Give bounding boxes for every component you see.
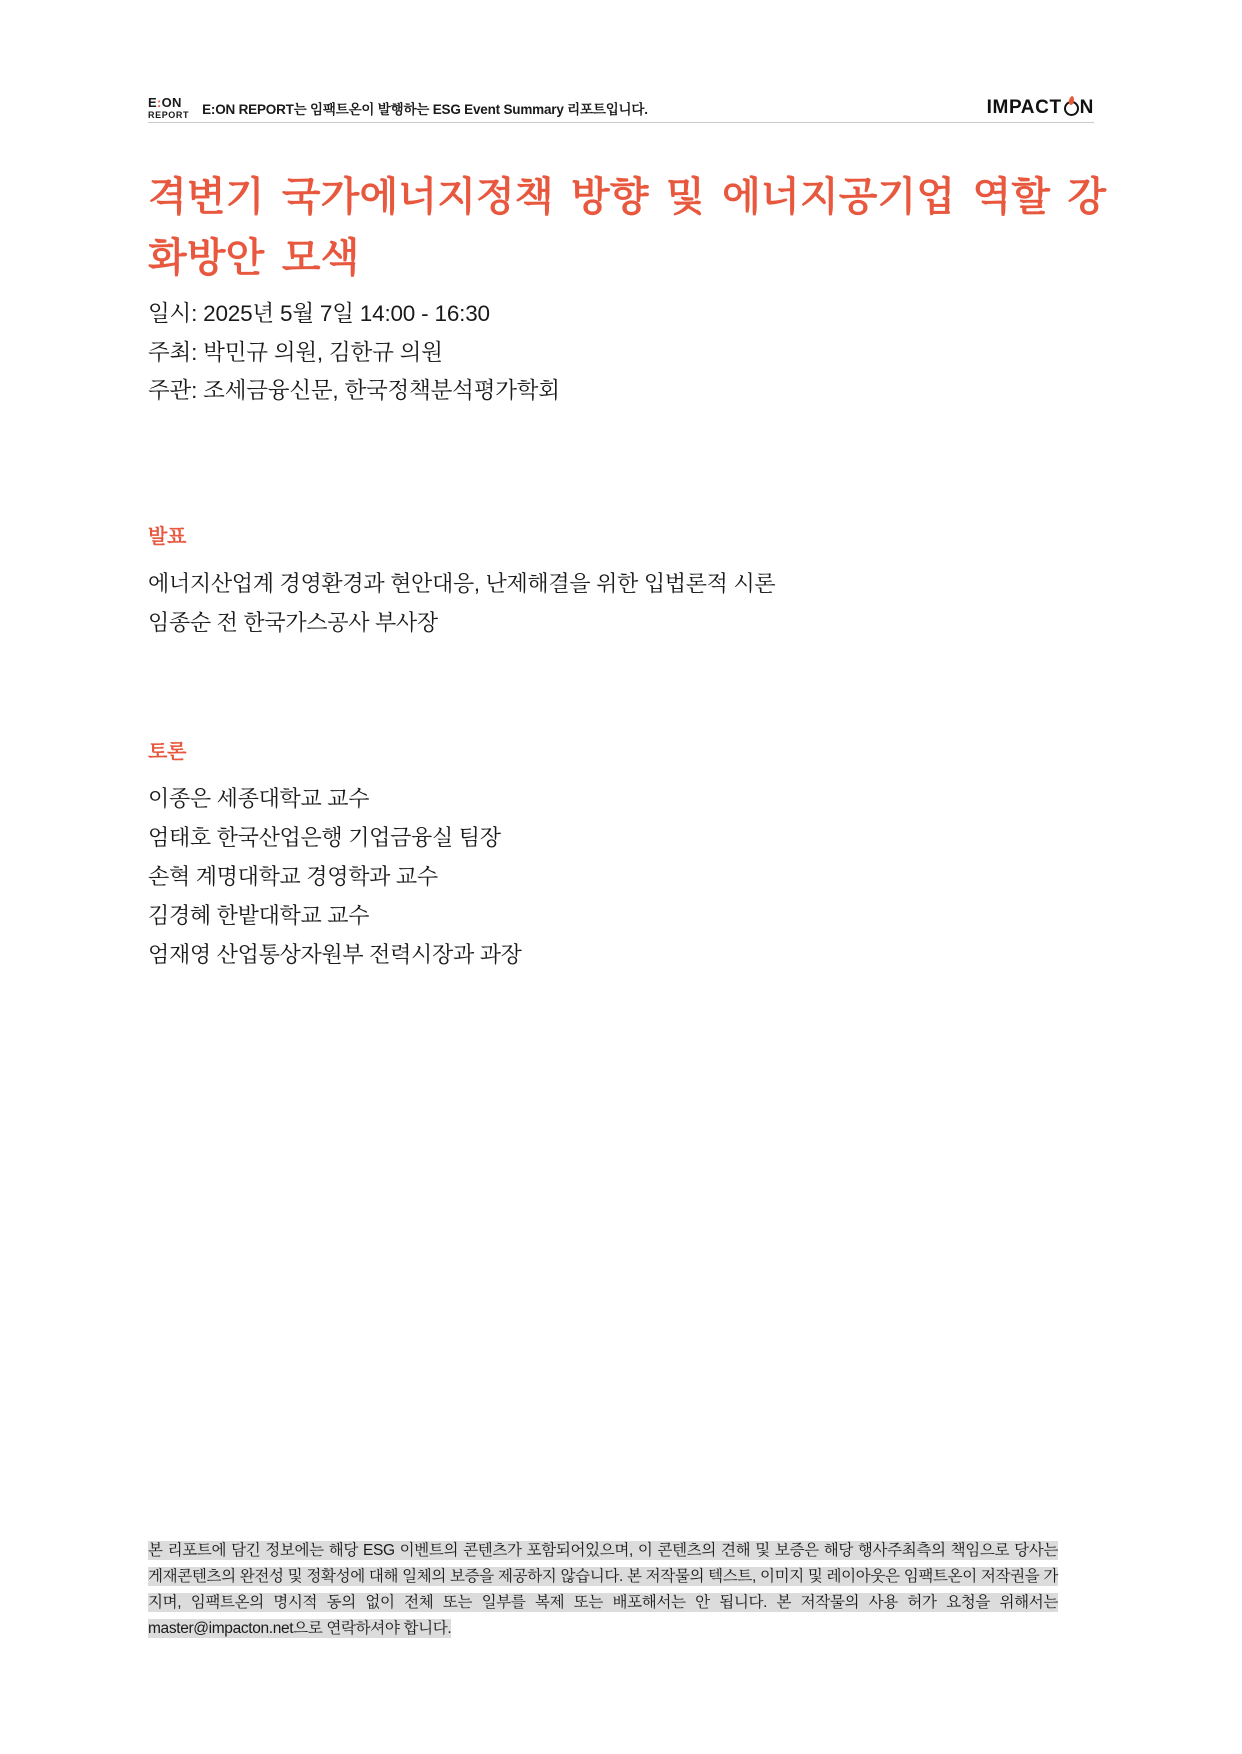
header-divider — [148, 122, 1094, 123]
header-left-group — [148, 96, 648, 120]
discussion-line: 손혁 계명대학교 경영학과 교수 — [148, 863, 438, 889]
eon-logo-line2: REPORT — [148, 110, 190, 120]
event-meta — [148, 295, 1048, 411]
discussion-heading: 토론 — [148, 741, 187, 763]
discussion-line: 이종은 세종대학교 교수 — [148, 786, 370, 811]
presentation-line: 에너지산업계 경영환경과 현안대응, 난제해결을 위한 입법론적 시론 — [148, 571, 776, 596]
discussion-line: 엄재영 산업통상자원부 전력시장과 과장 — [148, 941, 522, 967]
discussion-line: 김경혜 한밭대학교 교수 — [148, 902, 370, 928]
page-title: 격변기 국가에너지정책 방향 및 에너지공기업 역할 강화방안 모색 — [148, 174, 1107, 280]
discussion-line: 엄태호 한국산업은행 기업금융실 팀장 — [148, 824, 501, 850]
impacton-brand-text-on: N — [1079, 97, 1094, 118]
discussion-section — [148, 735, 1048, 975]
copyright-notice-text: 본 리포트에 담긴 정보에는 해당 ESG 이벤트의 콘텐츠가 포함되어있으며, 이 콘텐츠의 견해 및 보증은 해당 행사주최측의 책임으로 당사는 게재콘텐츠의 완전성 및 정확성에 대해 일체의 보증을 제공하지 않습니다. 본 저작물의 텍스트, 이미지 및 레이아웃은 임팩트온이 저작권을 가지며, 임팩트온의 명시적 동의 없이 전체 또는 일부를 복제 또는 배포해서는 안 됩니다. 본 저작물의 사용 허가 요청을 위해서는 master@impacton.net으로 연락하셔야 합니다. — [148, 1542, 1058, 1638]
event-date: 일시: 2025년 5월 7일 14:00 - 16:30 — [148, 301, 490, 326]
copyright-notice — [148, 1538, 1058, 1642]
impacton-brand-text: IMPACT — [986, 97, 1062, 118]
presentation-section — [148, 520, 1048, 643]
presentation-line: 임종순 전 한국가스공사 부사장 — [148, 609, 438, 635]
presentation-heading: 발표 — [148, 526, 187, 548]
flame-icon — [1064, 98, 1079, 118]
impacton-brand-logo — [987, 97, 1094, 119]
eon-logo-line1: E:ON — [148, 95, 182, 110]
event-host: 주최: 박민규 의원, 김한규 의원 — [148, 339, 443, 365]
header-tagline: E:ON REPORT는 임팩트온이 발행하는 ESG Event Summary 리포트입니다. — [202, 102, 648, 117]
event-organizer: 주관: 조세금융신문, 한국정책분석평가학회 — [148, 378, 560, 404]
eon-report-logo — [148, 96, 191, 120]
